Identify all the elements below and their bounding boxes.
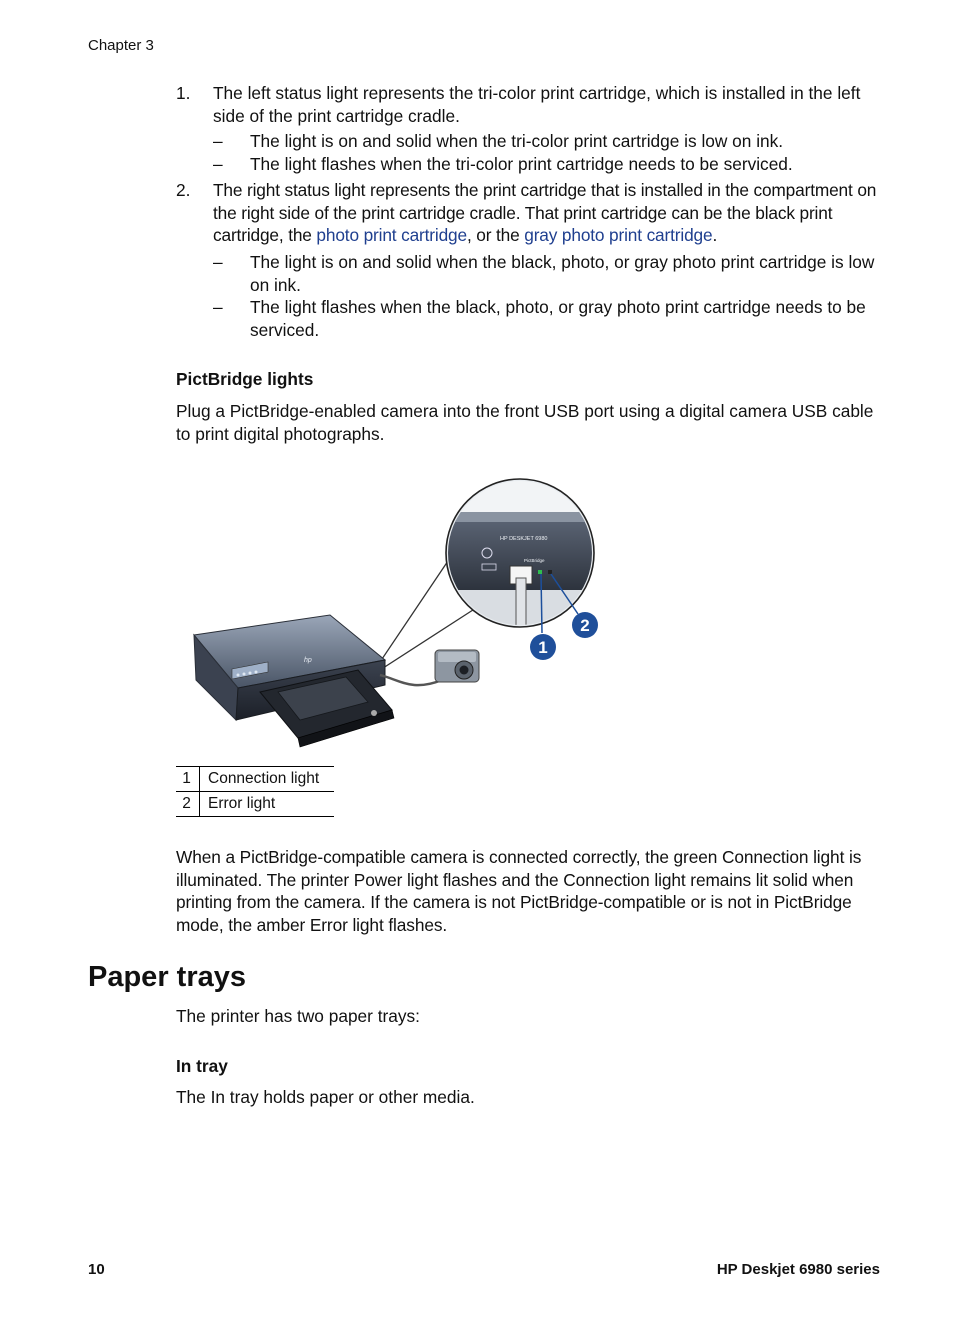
legend-number: 1 [176,767,200,792]
camera-icon [435,650,479,682]
dash-bullet: – [213,297,223,317]
dash-bullet: – [213,131,223,151]
dash-bullet: – [213,154,223,174]
printer-icon [194,615,394,747]
printer-pictbridge-illustration [180,470,620,755]
zoom-connector-line [380,555,452,662]
list-item-text-part: , or the [466,225,525,246]
error-light-indicator [548,570,552,574]
pictbridge-intro: Plug a PictBridge-enabled camera into the front USB port using a digital camera USB cable to print digital photographs. [176,401,874,444]
panel-label: HP DESKJET 6980 [500,536,548,542]
page-number: 10 [88,1261,105,1278]
in-tray-heading: In tray [176,1056,228,1076]
zoom-inset [442,479,602,630]
port-label: PictBridge [524,558,545,563]
printer-logo: hp [304,657,312,664]
paper-trays-intro: The printer has two paper trays: [176,1006,420,1026]
list-item-text [213,179,883,247]
callout-2-number: 2 [580,616,590,635]
list-number: 2. [176,180,191,200]
product-name: HP Deskjet 6980 series [716,1261,880,1278]
callout-1-badge [530,634,556,660]
legend-label: Error light [200,792,335,817]
usb-cable [380,675,442,685]
dash-bullet: – [213,252,223,272]
section-heading: Paper trays [88,961,246,993]
legend-label: Connection light [200,767,335,792]
in-tray-text: The In tray holds paper or other media. [176,1087,475,1107]
sub-item-text: The light flashes when the black, photo, or gray photo print cartridge needs to be serviced. [250,297,866,340]
sub-item-text: The light is on and solid when the black, photo, or gray photo print cartridge is low on ink. [250,252,875,295]
figure-legend-table [176,766,334,817]
pictbridge-description: When a PictBridge-compatible camera is connected correctly, the green Connection light is illuminated. The printer Power light flashes and the Connection light remains lit solid when printing from the camera. If the camera is not PictBridge-compatible or is not in PictBridge mode, the amber Error light flashes. [176,847,862,935]
photo-cartridge-link[interactable]: photo print cartridge [316,225,467,246]
list-item-text: The left status light represents the tri-color print cartridge, which is installed in the left side of the print cartridge cradle. [213,83,861,126]
gray-photo-cartridge-link[interactable]: gray photo print cartridge [524,225,713,246]
sub-item-text: The light flashes when the tri-color print cartridge needs to be serviced. [250,154,793,174]
callout-1-leader [541,574,542,633]
callout-1-number: 1 [538,638,548,657]
connection-light-indicator [538,570,542,574]
list-item-text-part: The right status light represents the print cartridge that is installed in the compartment on the right side of the print cartridge cradle. That print cartridge can be the black print cartridge, the [213,180,877,246]
sub-item-text: The light is on and solid when the tri-color print cartridge is low on ink. [250,131,784,151]
list-number: 1. [176,83,191,103]
list-item-text-part: . [712,225,718,246]
chapter-label: Chapter 3 [88,37,154,54]
pictbridge-heading: PictBridge lights [176,369,314,389]
table-row [176,767,334,792]
legend-number: 2 [176,792,200,817]
table-row [176,792,334,817]
callout-2-badge [572,612,598,638]
